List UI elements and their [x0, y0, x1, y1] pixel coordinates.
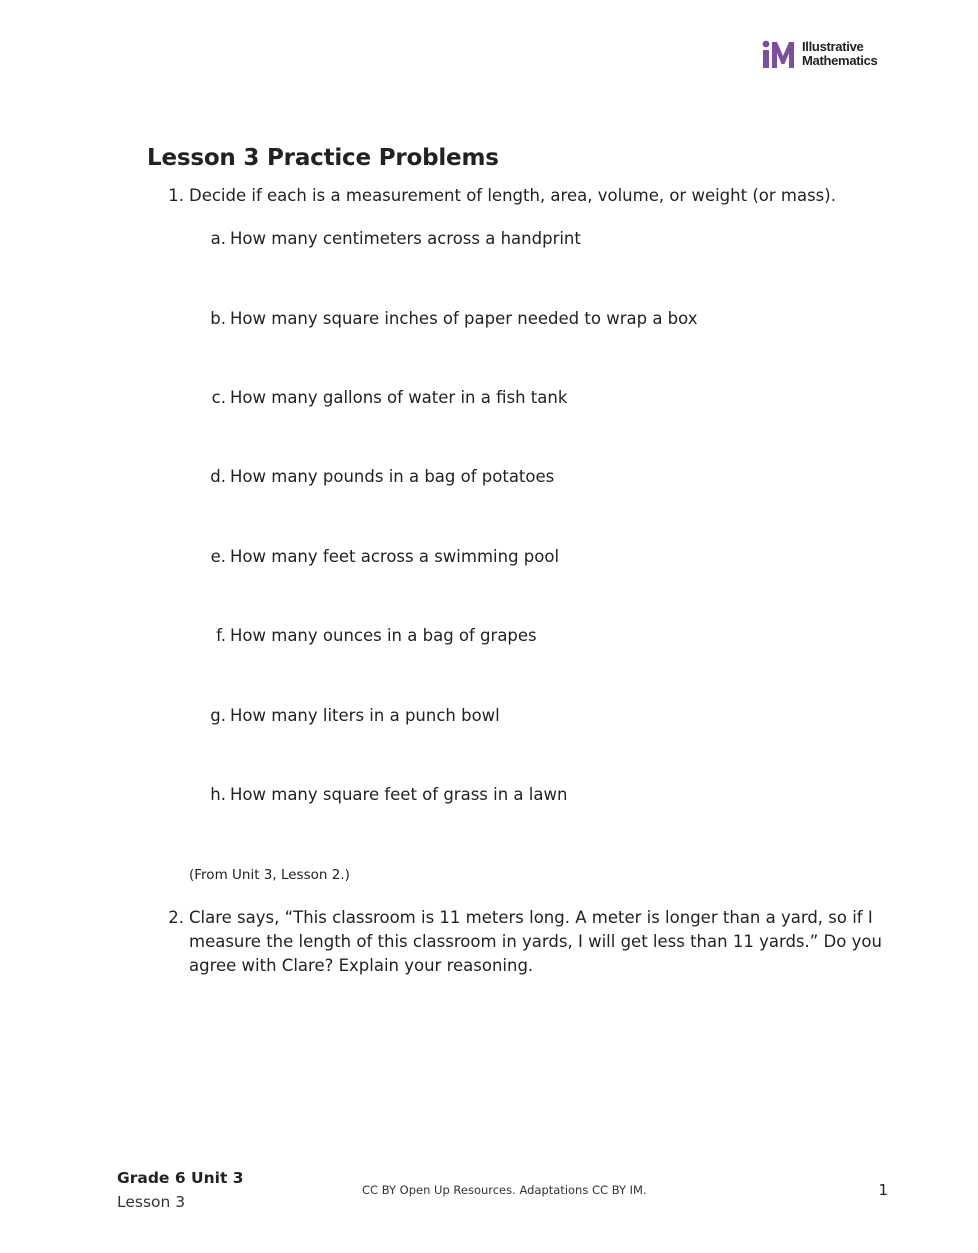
problem-2-line-2: measure the length of this classroom in yards, I will get less than 11 yards.” Do you [189, 932, 882, 951]
footer-license: CC BY Open Up Resources. Adaptations CC BY IM. [362, 1183, 647, 1197]
item-h-letter: h. [210, 785, 226, 804]
footer-lesson: Lesson 3 [117, 1193, 186, 1211]
problem-1-number: 1. [168, 186, 184, 205]
illustrative-mathematics-logo [762, 40, 892, 70]
item-c-text: How many gallons of water in a fish tank [230, 388, 568, 407]
item-e-text: How many feet across a swimming pool [230, 547, 560, 566]
item-g-letter: g. [210, 706, 226, 725]
problem-2-line-1: Clare says, “This classroom is 11 meters long. A meter is longer than a yard, so if I [189, 908, 873, 927]
item-g-text: How many liters in a punch bowl [230, 706, 500, 725]
problem-1-prompt: Decide if each is a measurement of length, area, volume, or weight (or mass). [189, 186, 836, 205]
item-d-text: How many pounds in a bag of potatoes [230, 467, 555, 486]
item-b-text: How many square inches of paper needed to wrap a box [230, 309, 698, 328]
item-a-text: How many centimeters across a handprint [230, 229, 581, 248]
problem-2-prompt [189, 906, 882, 978]
item-d-letter: d. [210, 467, 226, 486]
logo-wordmark [802, 40, 894, 68]
item-f-letter: f. [216, 626, 226, 645]
problem-2-line-3: agree with Clare? Explain your reasoning. [189, 956, 534, 975]
item-a-letter: a. [210, 229, 226, 248]
logo-line-2: Mathematics [802, 53, 878, 68]
item-f-text: How many ounces in a bag of grapes [230, 626, 537, 645]
item-b-letter: b. [210, 309, 226, 328]
item-e-letter: e. [210, 547, 226, 566]
logo-line-1: Illustrative [802, 39, 864, 54]
page-number: 1 [878, 1181, 888, 1199]
page-title: Lesson 3 Practice Problems [147, 145, 499, 171]
item-h-text: How many square feet of grass in a lawn [230, 785, 568, 804]
item-c-letter: c. [211, 388, 226, 407]
problem-1-source: (From Unit 3, Lesson 2.) [189, 867, 350, 883]
problem-2-number: 2. [168, 908, 184, 927]
im-logo-icon [762, 40, 796, 70]
footer-unit: Grade 6 Unit 3 [117, 1169, 244, 1187]
